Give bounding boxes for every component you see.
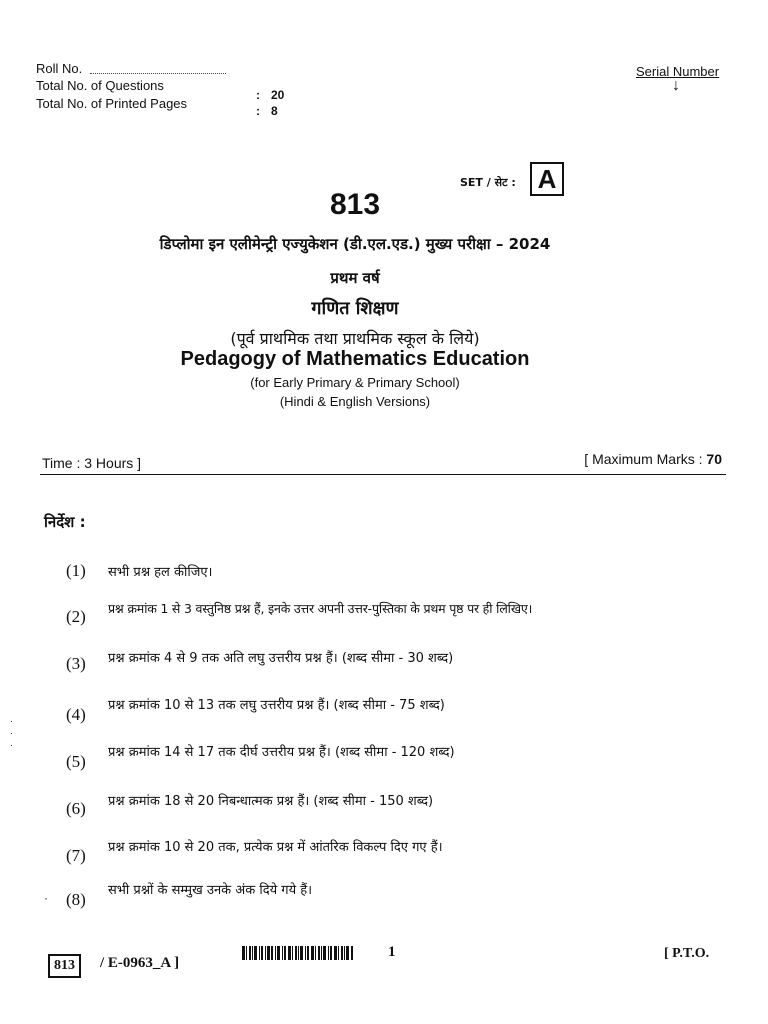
footer-paper-code: / E-0963_A ] (100, 955, 180, 971)
time-limit: Time : 3 Hours ] (42, 455, 142, 471)
set-value-box: A (530, 162, 564, 196)
instruction-number: (6) (66, 799, 86, 818)
instruction-text: प्रश्न क्रमांक 1 से 3 वस्तुनिष्ठ प्रश्न हैं, इनके उत्तर अपनी उत्तर-पुस्तिका के प्रथम पृष्ठ पर ही लिखिए। (108, 601, 533, 616)
marks-label: [ Maximum Marks : (584, 451, 703, 467)
maximum-marks (584, 451, 722, 467)
instruction-number: (3) (66, 654, 86, 673)
divider (40, 474, 726, 475)
instruction-number: (7) (66, 846, 86, 865)
hindi-exam-title: डिप्लोमा इन एलीमेन्ट्री एज्युकेशन (डी.एल.एड.) मुख्य परीक्षा – 2024 (159, 235, 551, 253)
instruction-text: सभी प्रश्न हल कीजिए। (108, 565, 213, 580)
total-questions-colon: : (256, 88, 260, 102)
instruction-text: प्रश्न क्रमांक 18 से 20 निबन्धात्मक प्रश्न हैं। (शब्द सीमा - 150 शब्द) (108, 794, 434, 809)
margin-mark: · · · (10, 716, 13, 750)
serial-number-label: Serial Number (636, 64, 720, 79)
roll-no-label: Roll No. (36, 61, 83, 76)
language-versions: (Hindi & English Versions) (279, 394, 431, 409)
set-label: SET / सेट : (460, 176, 516, 189)
instruction-number: (4) (66, 705, 86, 724)
instruction-text: सभी प्रश्नों के सम्मुख उनके अंक दिये गये हैं। (108, 883, 313, 898)
down-arrow-icon: ↓ (672, 77, 680, 94)
instruction-text: प्रश्न क्रमांक 10 से 20 तक, प्रत्येक प्रश्न में आंतरिक विकल्प दिए गए हैं। (108, 840, 443, 855)
printed-pages-value: 8 (271, 104, 278, 118)
instruction-text: प्रश्न क्रमांक 4 से 9 तक अति लघु उत्तरीय प्रश्न हैं। (शब्द सीमा - 30 शब्द) (108, 651, 454, 666)
instruction-number: (2) (66, 607, 86, 626)
printed-pages-label: Total No. of Printed Pages (36, 96, 188, 111)
pto-label: [ P.T.O. (664, 946, 710, 961)
instruction-text: प्रश्न क्रमांक 14 से 17 तक दीर्घ उत्तरीय प्रश्न हैं। (शब्द सीमा - 120 शब्द) (108, 745, 455, 760)
hindi-subject: गणित शिक्षण (311, 298, 399, 319)
footer-code-box: 813 (48, 954, 81, 978)
printed-pages-colon: : (256, 104, 260, 118)
page-number: 1 (388, 944, 396, 960)
paper-code-heading: 813 (329, 188, 381, 221)
instruction-number: (1) (66, 561, 86, 580)
instruction-number: (8) (66, 890, 86, 909)
english-level: (for Early Primary & Primary School) (250, 375, 460, 390)
hindi-year: प्रथम वर्ष (330, 269, 380, 287)
total-questions-value: 20 (271, 88, 285, 102)
margin-dot: · (44, 891, 48, 905)
roll-no-field[interactable] (90, 73, 226, 74)
instruction-number: (5) (66, 752, 86, 771)
barcode-image (242, 946, 354, 960)
english-subject: Pedagogy of Mathematics Education (180, 348, 530, 370)
hindi-level: (पूर्व प्राथमिक तथा प्राथमिक स्कूल के लिये) (230, 329, 480, 348)
instruction-text: प्रश्न क्रमांक 10 से 13 तक लघु उत्तरीय प्रश्न हैं। (शब्द सीमा - 75 शब्द) (108, 698, 445, 713)
total-questions-label: Total No. of Questions (36, 78, 164, 93)
marks-value: 70 (706, 451, 722, 467)
instructions-heading: निर्देश : (44, 513, 86, 531)
